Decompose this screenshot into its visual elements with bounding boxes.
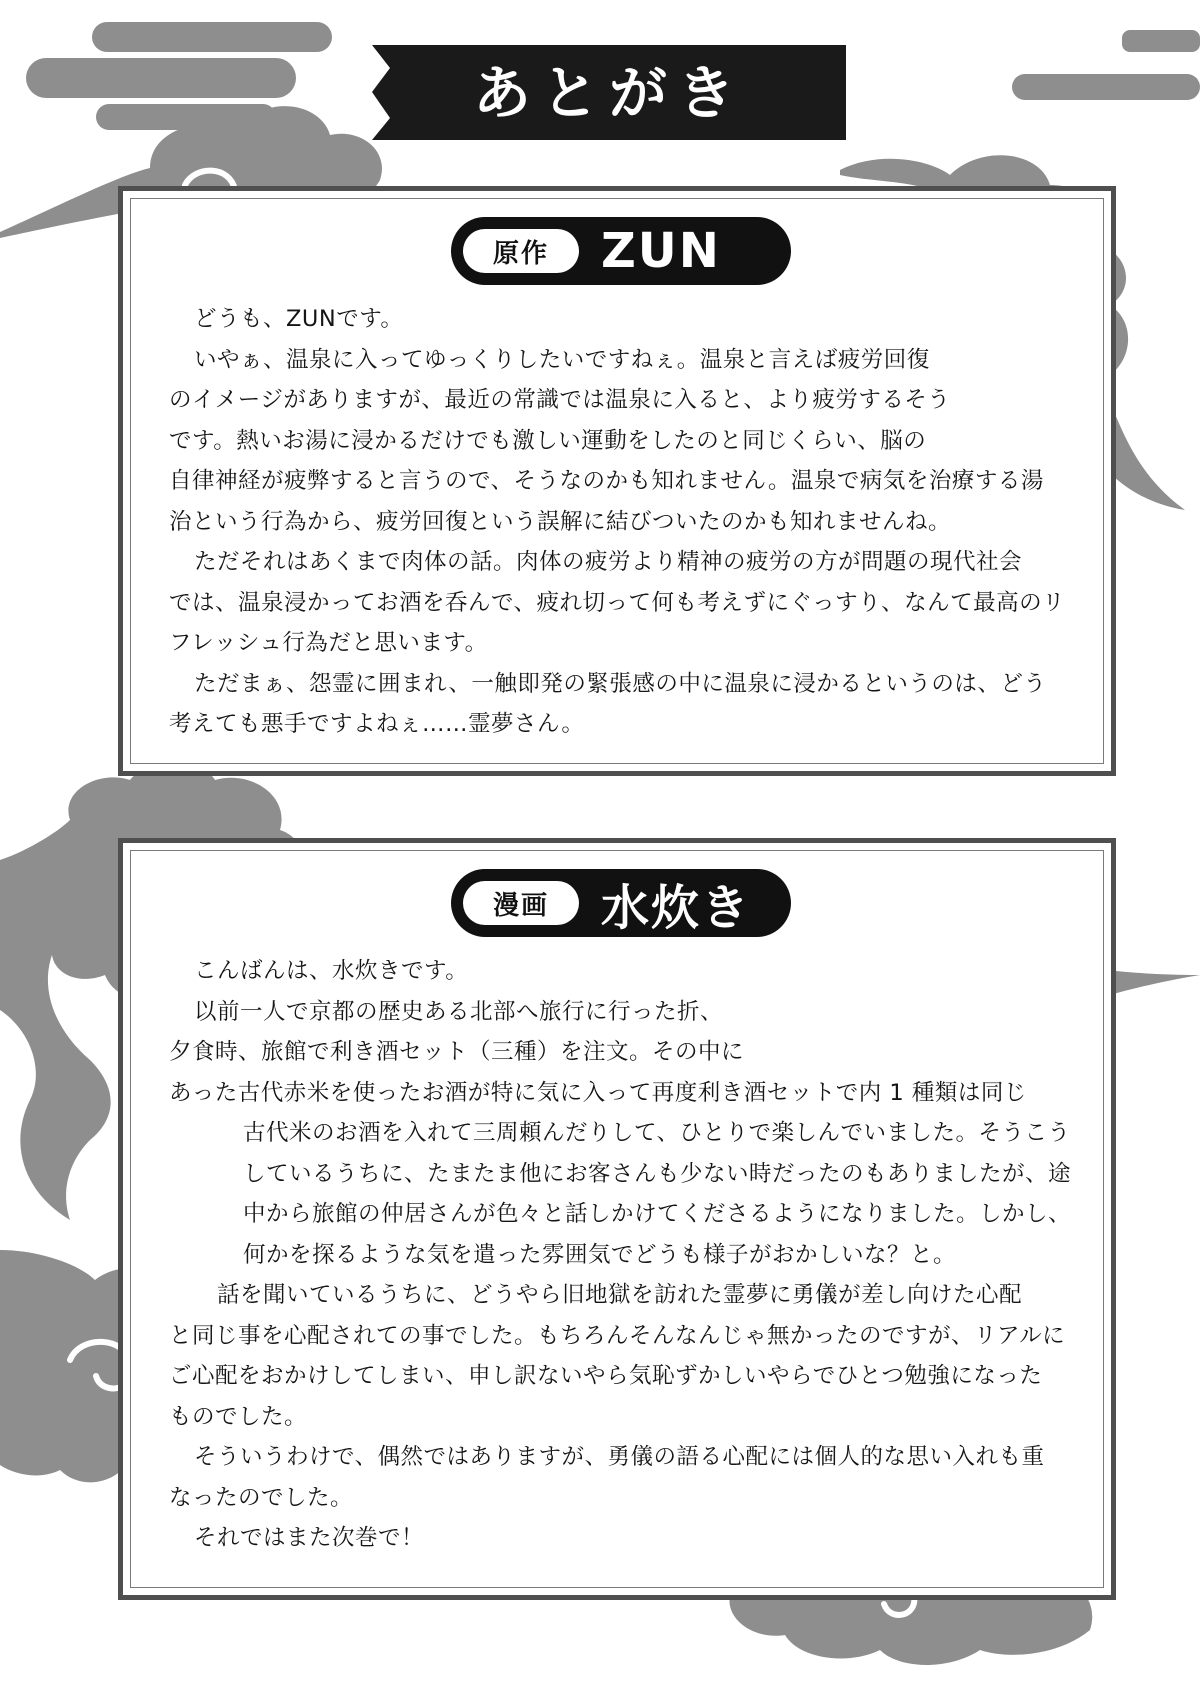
text-line: どうも、ZUNです。 [194,306,404,332]
text-line: 古代米のお酒を入れて三周頼んだりして、ひとりで楽しんでいました。そうこう [243,1120,1071,1146]
text-line: です。熱いお湯に浸かるだけでも激しい運動をしたのと同じくらい、脳の [169,427,927,454]
text-line: 治という行為から、疲労回復という誤解に結びついたのかも知れませんね。 [169,508,952,535]
author-role-label: 漫画 [463,881,579,925]
text-line: なったのでした。 [169,1484,354,1511]
author-name: ZUN [601,223,721,279]
page-title: あとがき [472,59,745,127]
text-line: では、温泉浸かってお酒を呑んで、疲れ切って何も考えずにぐっすり、なんて最高のリ [169,589,1066,616]
text-line: 自律神経が疲弊すると言うので、そうなのかも知れません。温泉で病気を治療する湯 [169,468,1044,494]
text-line: 以前一人で京都の歴史ある北部へ旅行に行った折、 [194,998,724,1025]
text-line: と同じ事を心配されての事でした。もちろんそんなんじゃ無かったのですが、リアルに [169,1322,1066,1349]
text-line: あった古代赤米を使ったお酒が特に気に入って再度利き酒セットで内 1 種類は同じ [169,1079,1027,1106]
text-line: ご心配をおかけしてしまい、申し訳ないやら気恥ずかしいやらでひとつ勉強になった [169,1363,1043,1389]
afterword-panel-mizutaki [118,838,1116,1600]
text-line: 考えても悪手ですよねぇ……霊夢さん。 [169,711,585,737]
cloud-bar [26,58,296,98]
afterword-text [169,299,1065,745]
text-line: のイメージがありますが、最近の常識では温泉に入ると、より疲労するそう [169,387,951,413]
afterword-panel-zun [118,186,1116,776]
author-name: 水炊き [601,879,752,936]
text-line: ものでした。 [169,1403,308,1430]
text-line: こんばんは、水炊きです。 [194,958,469,984]
cloud-bar [92,22,332,52]
text-line: 何かを探るような気を遣った雰囲気でどうも様子がおかしいな？と。 [243,1241,957,1268]
cloud-bar [1122,30,1200,52]
cloud-bar [1012,74,1200,100]
text-line: 夕食時、旅館で利き酒セット（三種）を注文。その中に [169,1039,745,1065]
author-role-label: 原作 [463,229,579,273]
text-line: しているうちに、たまたま他にお客さんも少ない時だったのもありましたが、途 [243,1160,1072,1187]
afterword-text [169,951,1072,1559]
page-title-banner [372,38,846,138]
text-line: いやぁ、温泉に入ってゆっくりしたいですねぇ。温泉と言えば疲労回復 [194,346,930,373]
text-line: フレッシュ行為だと思います。 [169,630,488,656]
author-header [451,869,791,937]
text-line: 中から旅館の仲居さんが色々と話しかけてくださるようになりました。しかし、 [243,1201,1072,1227]
text-line: そういうわけで、偶然ではありますが、勇儀の語る心配には個人的な思い入れも重 [194,1444,1045,1470]
text-line: それではまた次巻で！ [194,1525,425,1551]
text-line: ただまぁ、怨霊に囲まれ、一触即発の緊張感の中に温泉に浸かるというのは、どう [194,670,1047,697]
text-line: ただそれはあくまで肉体の話。肉体の疲労より精神の疲労の方が問題の現代社会 [194,549,1023,575]
author-header [451,217,791,285]
text-line: 話を聞いているうちに、どうやら旧地獄を訪れた霊夢に勇儀が差し向けた心配 [217,1282,1023,1308]
